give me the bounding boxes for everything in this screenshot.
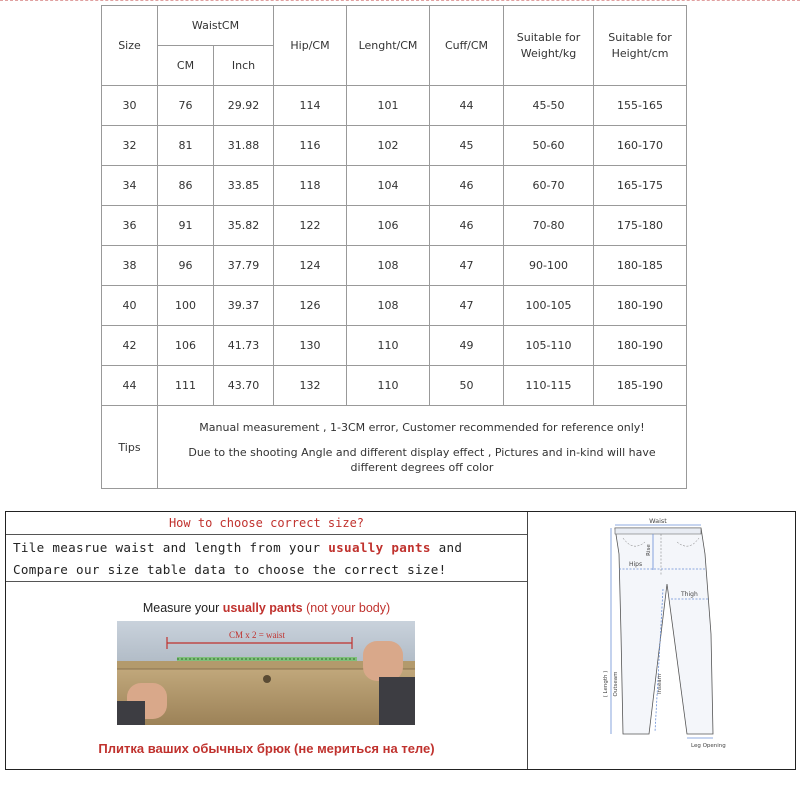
cell-length: 110 — [347, 326, 430, 366]
header-weight: Suitable for Weight/kg — [504, 6, 594, 86]
cell-inch: 43.70 — [214, 366, 274, 406]
diagram-leg-opening-label: Leg Opening — [691, 743, 726, 749]
cell-cm: 111 — [158, 366, 214, 406]
cell-inch: 33.85 — [214, 166, 274, 206]
russian-caption: Плитка ваших обычных брюк (не мериться на теле) — [98, 741, 435, 756]
header-size: Size — [102, 6, 158, 86]
pants-diagram-area — [528, 512, 795, 769]
cell-weight: 60-70 — [504, 166, 594, 206]
cell-size: 40 — [102, 286, 158, 326]
measure-caption — [6, 601, 527, 615]
header-hip: Hip/CM — [274, 6, 347, 86]
table-row — [102, 326, 687, 366]
cell-inch: 41.73 — [214, 326, 274, 366]
cell-inch: 29.92 — [214, 86, 274, 126]
cell-length: 102 — [347, 126, 430, 166]
cell-height: 180-185 — [594, 246, 687, 286]
measure-prefix: Measure your — [142, 601, 223, 615]
diagram-waist-label: Waist — [649, 517, 667, 525]
cell-length: 108 — [347, 286, 430, 326]
table-row — [102, 246, 687, 286]
cell-weight: 50-60 — [504, 126, 594, 166]
cell-height: 175-180 — [594, 206, 687, 246]
cell-size: 38 — [102, 246, 158, 286]
header-waist-inch: Inch — [214, 46, 274, 86]
cell-hip: 118 — [274, 166, 347, 206]
cell-inch: 31.88 — [214, 126, 274, 166]
cell-height: 185-190 — [594, 366, 687, 406]
cell-weight: 90-100 — [504, 246, 594, 286]
cell-inch: 35.82 — [214, 206, 274, 246]
cell-hip: 132 — [274, 366, 347, 406]
cell-length: 110 — [347, 366, 430, 406]
instruction-divider — [6, 581, 527, 582]
diagram-thigh-label: Thigh — [681, 591, 698, 598]
cell-length: 106 — [347, 206, 430, 246]
instruction-text-2: and Compare our size table data to choose the correct size! — [13, 540, 463, 577]
cell-hip: 122 — [274, 206, 347, 246]
cell-size: 42 — [102, 326, 158, 366]
cell-cuff: 46 — [430, 166, 504, 206]
table-row — [102, 126, 687, 166]
measure-highlight: usually pants — [222, 601, 303, 615]
cell-cm: 100 — [158, 286, 214, 326]
cell-height: 180-190 — [594, 326, 687, 366]
header-cuff: Cuff/CM — [430, 6, 504, 86]
pants-photo-illustration — [117, 621, 415, 725]
diagram-inseam-label: Inseam — [657, 673, 663, 695]
cell-cuff: 45 — [430, 126, 504, 166]
cell-length: 101 — [347, 86, 430, 126]
tips-line-2: Due to the shooting Angle and different display effect , Pictures and in-kind will have different degrees off color — [188, 445, 656, 474]
cell-hip: 114 — [274, 86, 347, 126]
size-guide-panel — [5, 511, 796, 770]
cell-length: 108 — [347, 246, 430, 286]
cell-cm: 96 — [158, 246, 214, 286]
cell-weight: 105-110 — [504, 326, 594, 366]
cell-cm: 76 — [158, 86, 214, 126]
cell-height: 160-170 — [594, 126, 687, 166]
cell-size: 36 — [102, 206, 158, 246]
cell-hip: 116 — [274, 126, 347, 166]
size-chart-table — [101, 5, 687, 489]
cell-cm: 91 — [158, 206, 214, 246]
top-dashed-rule — [0, 0, 800, 1]
cell-weight: 70-80 — [504, 206, 594, 246]
header-height: Suitable for Height/cm — [594, 6, 687, 86]
cell-weight: 45-50 — [504, 86, 594, 126]
instruction-text-1: Tile measrue waist and length from your — [13, 540, 329, 555]
cell-cuff: 47 — [430, 286, 504, 326]
cell-height: 165-175 — [594, 166, 687, 206]
cell-weight: 100-105 — [504, 286, 594, 326]
diagram-rise-label: Rise — [646, 544, 652, 556]
cell-cuff: 49 — [430, 326, 504, 366]
cell-height: 180-190 — [594, 286, 687, 326]
measure-suffix: (not your body) — [302, 601, 391, 615]
instruction-highlight: usually pants — [328, 540, 431, 555]
pants-measure-photo — [117, 621, 415, 725]
measure-guide — [6, 512, 527, 769]
cell-cm: 81 — [158, 126, 214, 166]
table-row — [102, 366, 687, 406]
diagram-outseam-label: Outseam — [613, 671, 619, 697]
cell-size: 32 — [102, 126, 158, 166]
photo-waist-label: CM x 2 = waist — [228, 630, 286, 640]
cell-hip: 130 — [274, 326, 347, 366]
cell-cm: 106 — [158, 326, 214, 366]
header-waist: WaistCM — [158, 6, 274, 46]
diagram-length-label: ( Length ) — [603, 670, 609, 698]
cell-inch: 39.37 — [214, 286, 274, 326]
cell-size: 34 — [102, 166, 158, 206]
cell-inch: 37.79 — [214, 246, 274, 286]
cell-weight: 110-115 — [504, 366, 594, 406]
table-row — [102, 286, 687, 326]
diagram-hips-label: Hips — [629, 561, 643, 568]
pants-measurement-diagram — [593, 514, 743, 752]
cell-height: 155-165 — [594, 86, 687, 126]
cell-cuff: 47 — [430, 246, 504, 286]
cell-cuff: 50 — [430, 366, 504, 406]
tips-content — [158, 406, 687, 489]
cell-length: 104 — [347, 166, 430, 206]
table-row — [102, 86, 687, 126]
cell-hip: 126 — [274, 286, 347, 326]
cell-size: 30 — [102, 86, 158, 126]
title-divider — [6, 534, 527, 535]
tips-label: Tips — [102, 406, 158, 489]
header-length: Lenght/CM — [347, 6, 430, 86]
cell-cuff: 46 — [430, 206, 504, 246]
table-row — [102, 206, 687, 246]
cell-cm: 86 — [158, 166, 214, 206]
header-waist-cm: CM — [158, 46, 214, 86]
guide-title: How to choose correct size? — [168, 516, 365, 530]
cell-cuff: 44 — [430, 86, 504, 126]
cell-size: 44 — [102, 366, 158, 406]
guide-instruction — [13, 537, 523, 581]
cell-hip: 124 — [274, 246, 347, 286]
table-row — [102, 166, 687, 206]
tips-line-1: Manual measurement , 1-3CM error, Customer recommended for reference only! — [199, 420, 645, 434]
